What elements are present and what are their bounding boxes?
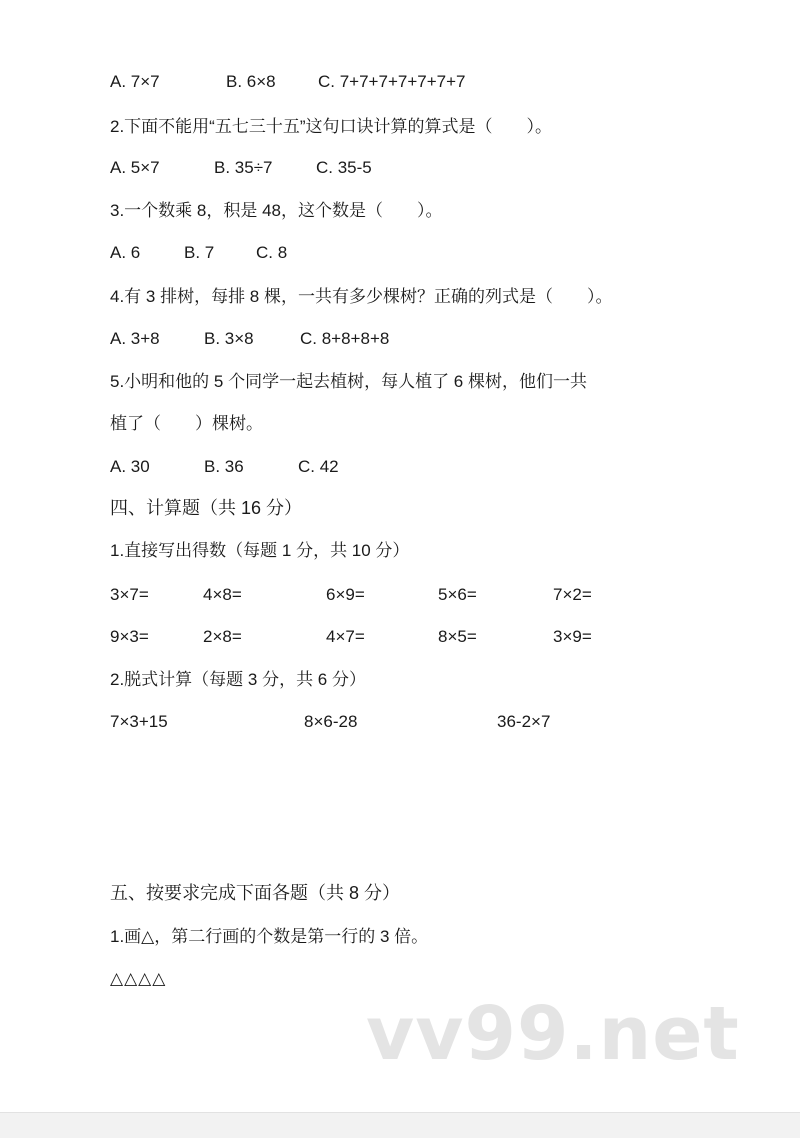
q2-option-c: C. 35-5 — [316, 158, 372, 177]
step-calc-expression: 7×3+15 — [110, 712, 168, 731]
oral-calc-item: 6×9= — [326, 585, 365, 604]
question-5-line-2: 植了（ ）棵树。 — [110, 414, 263, 433]
section-5-heading: 五、按要求完成下面各题（共 8 分） — [110, 883, 401, 903]
q5-option-a: A. 30 — [110, 457, 150, 476]
question-5-line-1: 5.小明和他的 5 个同学一起去植树，每人植了 6 棵树，他们一共 — [110, 372, 587, 391]
section-5-part-1-title: 1.画△，第二行画的个数是第一行的 3 倍。 — [110, 927, 429, 946]
q2-option-a: A. 5×7 — [110, 158, 160, 177]
q4-option-c: C. 8+8+8+8 — [300, 329, 390, 348]
option-c: C. 7+7+7+7+7+7+7 — [318, 72, 466, 91]
q3-option-a: A. 6 — [110, 243, 141, 262]
option-a: A. 7×7 — [110, 72, 160, 91]
triangles-row: △△△△ — [110, 969, 167, 988]
question-4: 4.有 3 排树，每排 8 棵，一共有多少棵树？正确的列式是（ ）。 — [110, 287, 613, 306]
oral-calc-item: 5×6= — [438, 585, 477, 604]
q3-option-b: B. 7 — [184, 243, 215, 262]
question-2: 2.下面不能用“五七三十五”这句口诀计算的算式是（ ）。 — [110, 117, 552, 136]
q2-option-b: B. 35÷7 — [214, 158, 273, 177]
oral-calc-item: 7×2= — [553, 585, 592, 604]
section-4-part-2-title: 2.脱式计算（每题 3 分，共 6 分） — [110, 670, 366, 689]
oral-calc-item: 8×5= — [438, 627, 477, 646]
q5-option-c: C. 42 — [298, 457, 339, 476]
section-4-part-1-title: 1.直接写出得数（每题 1 分，共 10 分） — [110, 541, 410, 560]
q4-option-a: A. 3+8 — [110, 329, 160, 348]
q4-option-b: B. 3×8 — [204, 329, 254, 348]
oral-calc-item: 2×8= — [203, 627, 242, 646]
step-calc-expression: 8×6-28 — [304, 712, 358, 731]
option-b: B. 6×8 — [226, 72, 276, 91]
q5-option-b: B. 36 — [204, 457, 244, 476]
step-calc-expression: 36-2×7 — [497, 712, 551, 731]
section-4-heading: 四、计算题（共 16 分） — [110, 498, 303, 518]
page-bottom-strip — [0, 1112, 800, 1138]
oral-calc-item: 9×3= — [110, 627, 149, 646]
question-3: 3.一个数乘 8，积是 48，这个数是（ ）。 — [110, 201, 443, 220]
oral-calc-item: 4×7= — [326, 627, 365, 646]
watermark: vv99.net — [366, 991, 740, 1077]
oral-calc-item: 3×9= — [553, 627, 592, 646]
q3-option-c: C. 8 — [256, 243, 288, 262]
oral-calc-item: 4×8= — [203, 585, 242, 604]
oral-calc-item: 3×7= — [110, 585, 149, 604]
